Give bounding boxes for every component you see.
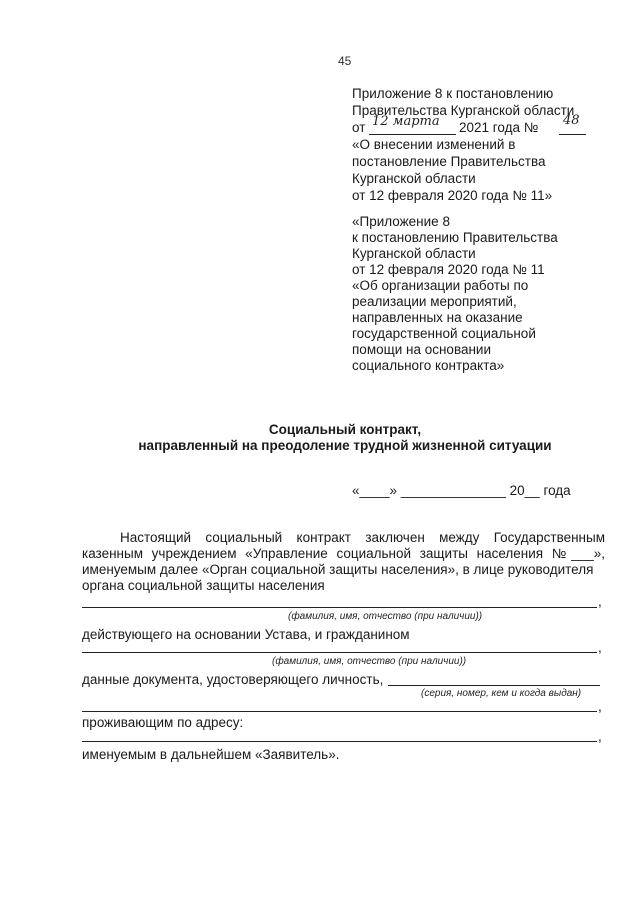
- document-comma: ,: [598, 699, 602, 714]
- header-line-3-middle: 2021 года №: [459, 120, 539, 135]
- fio-comma-1: ,: [598, 594, 602, 609]
- annex-line-1: «Приложение 8: [352, 214, 450, 229]
- address-comma: ,: [598, 729, 602, 744]
- annex-line-2: к постановлению Правительства: [352, 230, 558, 245]
- address-text: проживающим по адресу:: [82, 715, 244, 730]
- header-line-6: Курганской области: [352, 171, 476, 186]
- annex-line-7: направленных на оказание: [352, 310, 523, 325]
- annex-line-6: реализации мероприятий,: [352, 294, 517, 309]
- body-line-2: казенным учреждением «Управление социальной защиты населения №___»,: [82, 546, 605, 561]
- acting-basis-text: действующего на основании Устава, и гражданином: [82, 627, 410, 642]
- header-line-3-prefix: от: [352, 120, 366, 135]
- document-title-line-2: направленный на преодоление трудной жизненной ситуации: [138, 438, 552, 453]
- annex-line-4: от 12 февраля 2020 года № 11: [352, 262, 545, 277]
- header-line-5: постановление Правительства: [352, 154, 546, 169]
- handwritten-date: 12 марта: [372, 114, 440, 129]
- number-signature-line: [559, 134, 586, 135]
- date-signature-line: [369, 134, 456, 135]
- document-data-text: данные документа, удостоверяющего личность,: [82, 672, 384, 687]
- annex-line-5: «Об организации работы по: [352, 278, 529, 293]
- document-data-fill-line: [388, 685, 600, 686]
- caption-fio-2: (фамилия, имя, отчество (при наличии)): [272, 656, 467, 667]
- annex-line-9: помощи на основании: [352, 342, 492, 357]
- document-title-line-1: Социальный контракт,: [268, 422, 422, 437]
- annex-line-10: социального контракта»: [352, 358, 505, 373]
- page-number: 45: [338, 54, 352, 68]
- annex-line-3: Курганской области: [352, 246, 476, 261]
- header-line-4: «О внесении изменений в: [352, 137, 516, 152]
- body-line-3: именуемым далее «Орган социальной защиты населения», в лице руководителя: [82, 562, 594, 577]
- fio-comma-2: ,: [598, 640, 602, 655]
- handwritten-number: 48: [563, 113, 580, 128]
- annex-line-8: государственной социальной: [352, 326, 536, 341]
- address-fill-line: [82, 741, 597, 742]
- contract-date-line: «____» ______________ 20__ года: [352, 483, 571, 498]
- body-line-4: органа социальной защиты населения: [82, 578, 325, 593]
- header-line-7: от 12 февраля 2020 года № 11»: [352, 188, 553, 203]
- hereinafter-text: именуемым в дальнейшем «Заявитель».: [82, 747, 340, 762]
- body-line-1: Настоящий социальный контракт заключен между Государственным: [120, 530, 605, 545]
- fio-fill-line-1: [82, 607, 597, 608]
- header-line-1: Приложение 8 к постановлению: [352, 86, 554, 101]
- caption-document: (серия, номер, кем и когда выдан): [421, 688, 582, 699]
- header-line-2: Правительства Курганской области: [352, 103, 575, 118]
- fio-fill-line-2: [82, 652, 597, 653]
- document-data-fill-line-2: [82, 711, 597, 712]
- caption-fio-1: (фамилия, имя, отчество (при наличии)): [288, 611, 483, 622]
